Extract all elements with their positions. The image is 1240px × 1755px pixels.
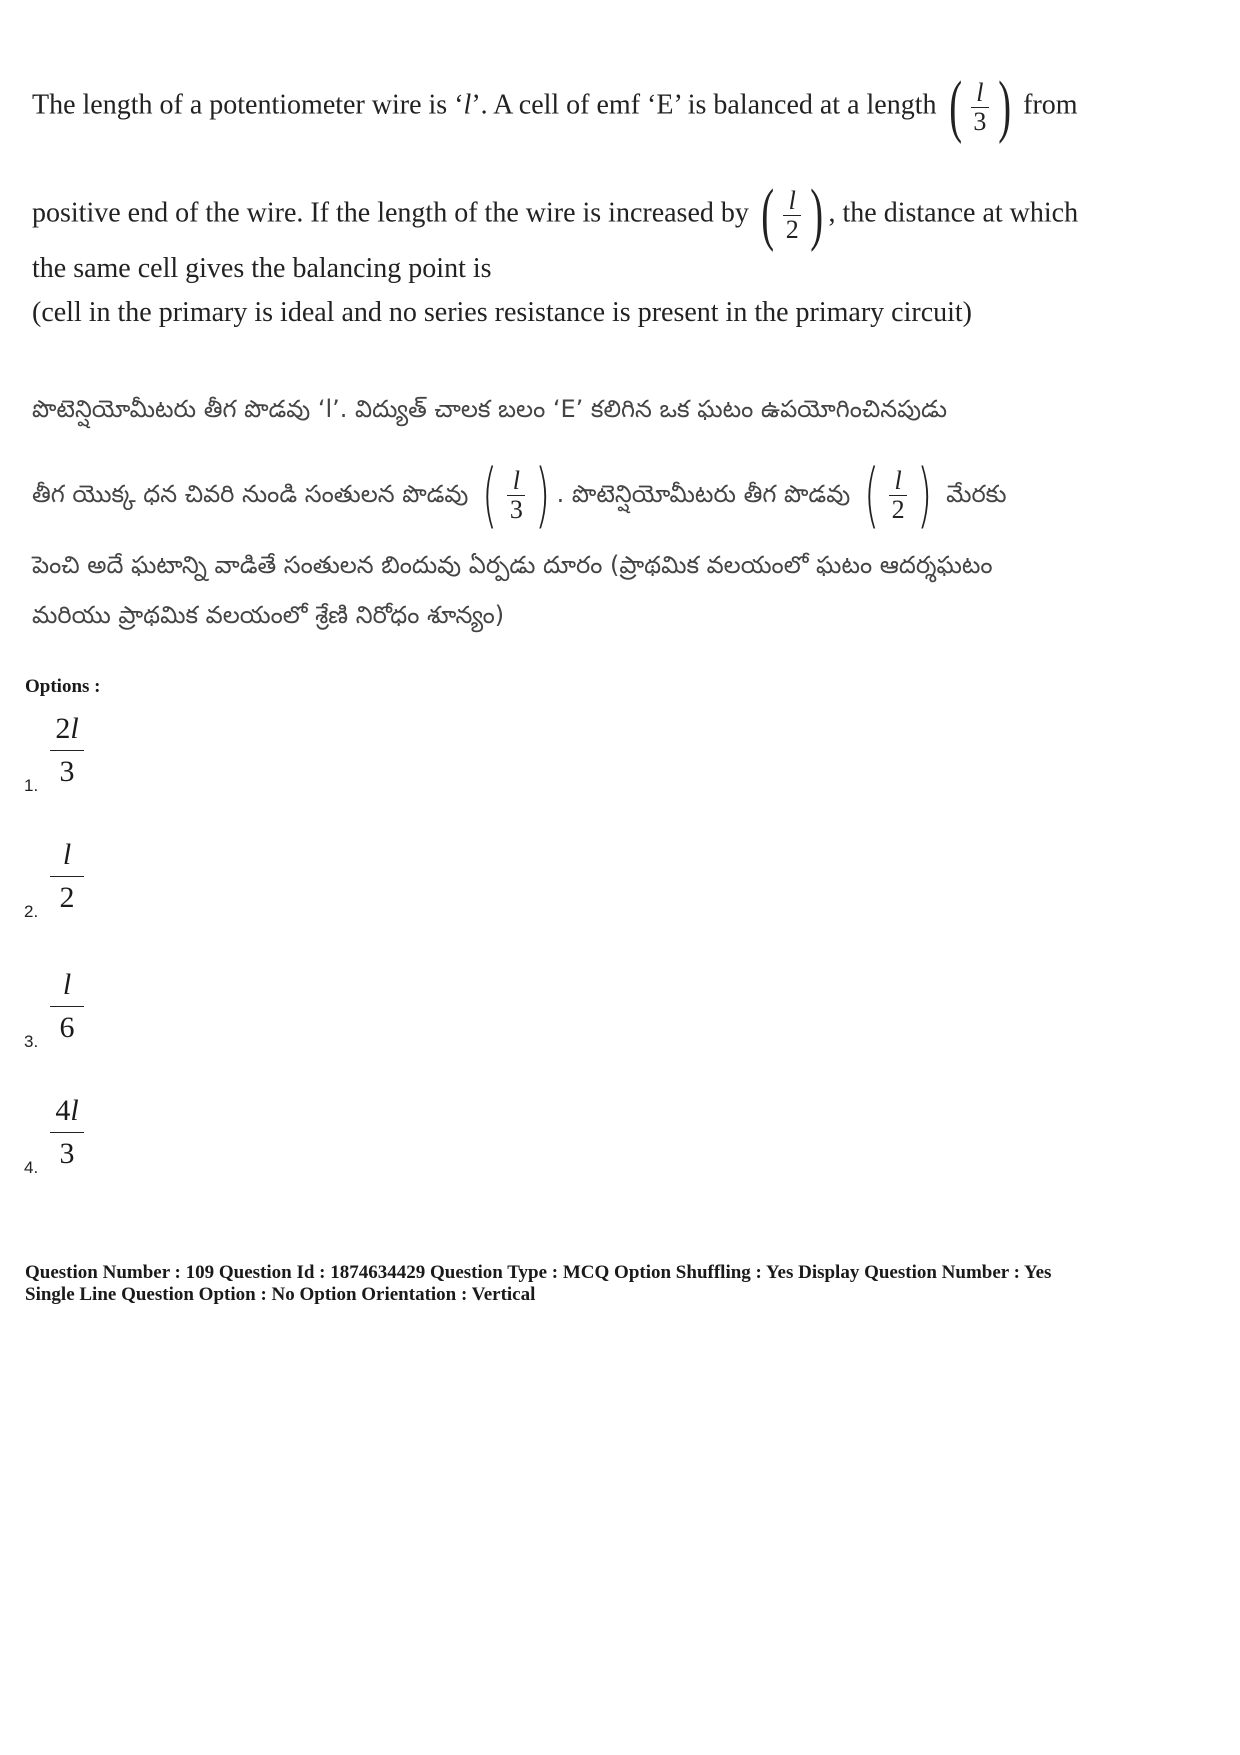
question-telugu-line-2: తీగ యొక్క ధన చివరి నుండి సంతులన పొడవు ( $\frac{l}{3}$ ) . పొటెన్షియోమీటరు తీగ పొడవు ( $\frac{l}{2}$ ) మేరకు bbox=[32, 454, 1007, 536]
option-fraction: 2l 3 bbox=[50, 712, 84, 789]
telugu-fraction-l-over-2: ( $\frac{l}{2}$ ) bbox=[863, 454, 933, 536]
option-fraction: l 6 bbox=[50, 968, 84, 1045]
option-fraction: l 2 bbox=[50, 838, 84, 915]
option-number: 2. bbox=[24, 902, 39, 921]
option-number: 4. bbox=[24, 1158, 39, 1177]
telugu-fraction-l-over-3: ( $\frac{l}{3}$ ) bbox=[482, 454, 551, 536]
question-english-line-4: (cell in the primary is ideal and no series resistance is present in the primary circuit) bbox=[32, 297, 973, 328]
question-english-line-1: The length of a potentiometer wire is ‘l’. A cell of emf ‘E’ is balanced at a length ( $\frac{l}{3}$ ) from bbox=[32, 68, 1078, 145]
option-fraction: 4l 3 bbox=[50, 1094, 84, 1171]
fraction-l-over-2: ( $\frac{l}{2}$ ) bbox=[761, 176, 824, 253]
fraction-l-over-3: ( $\frac{l}{3}$ ) bbox=[948, 68, 1011, 145]
options-label: Options : bbox=[25, 676, 101, 697]
option-number: 1. bbox=[24, 776, 39, 795]
question-meta-line-1: Question Number : 109 Question Id : 1874634429 Question Type : MCQ Option Shuffling : Yes Display Question Number : Yes bbox=[25, 1262, 1052, 1283]
question-english-line-2: positive end of the wire. If the length of the wire is increased by ( $\frac{l}{2}$ ) , the distance at which bbox=[32, 176, 1079, 253]
question-telugu-line-1: పొటెన్షియోమీటరు తీగ పొడవు ‘l’. విద్యుత్ చాలక బలం ‘E’ కలిగిన ఒక ఘటం ఉపయోగించినపుడు bbox=[32, 395, 948, 423]
option-number: 3. bbox=[24, 1032, 39, 1051]
question-telugu-line-3: పెంచి అదే ఘటాన్ని వాడితే సంతులన బిందువు ఏర్పడు దూరం (ప్రాథమిక వలయంలో ఘటం ఆదర్శఘటం bbox=[32, 551, 993, 579]
question-english-line-3: the same cell gives the balancing point is bbox=[32, 253, 492, 284]
question-telugu-line-4: మరియు ప్రాథమిక వలయంలో శ్రేణి నిరోధం శూన్యం) bbox=[32, 601, 505, 629]
question-meta bbox=[25, 1262, 1051, 1306]
question-meta-line-2: Single Line Question Option : No Option Orientation : Vertical bbox=[25, 1284, 536, 1305]
